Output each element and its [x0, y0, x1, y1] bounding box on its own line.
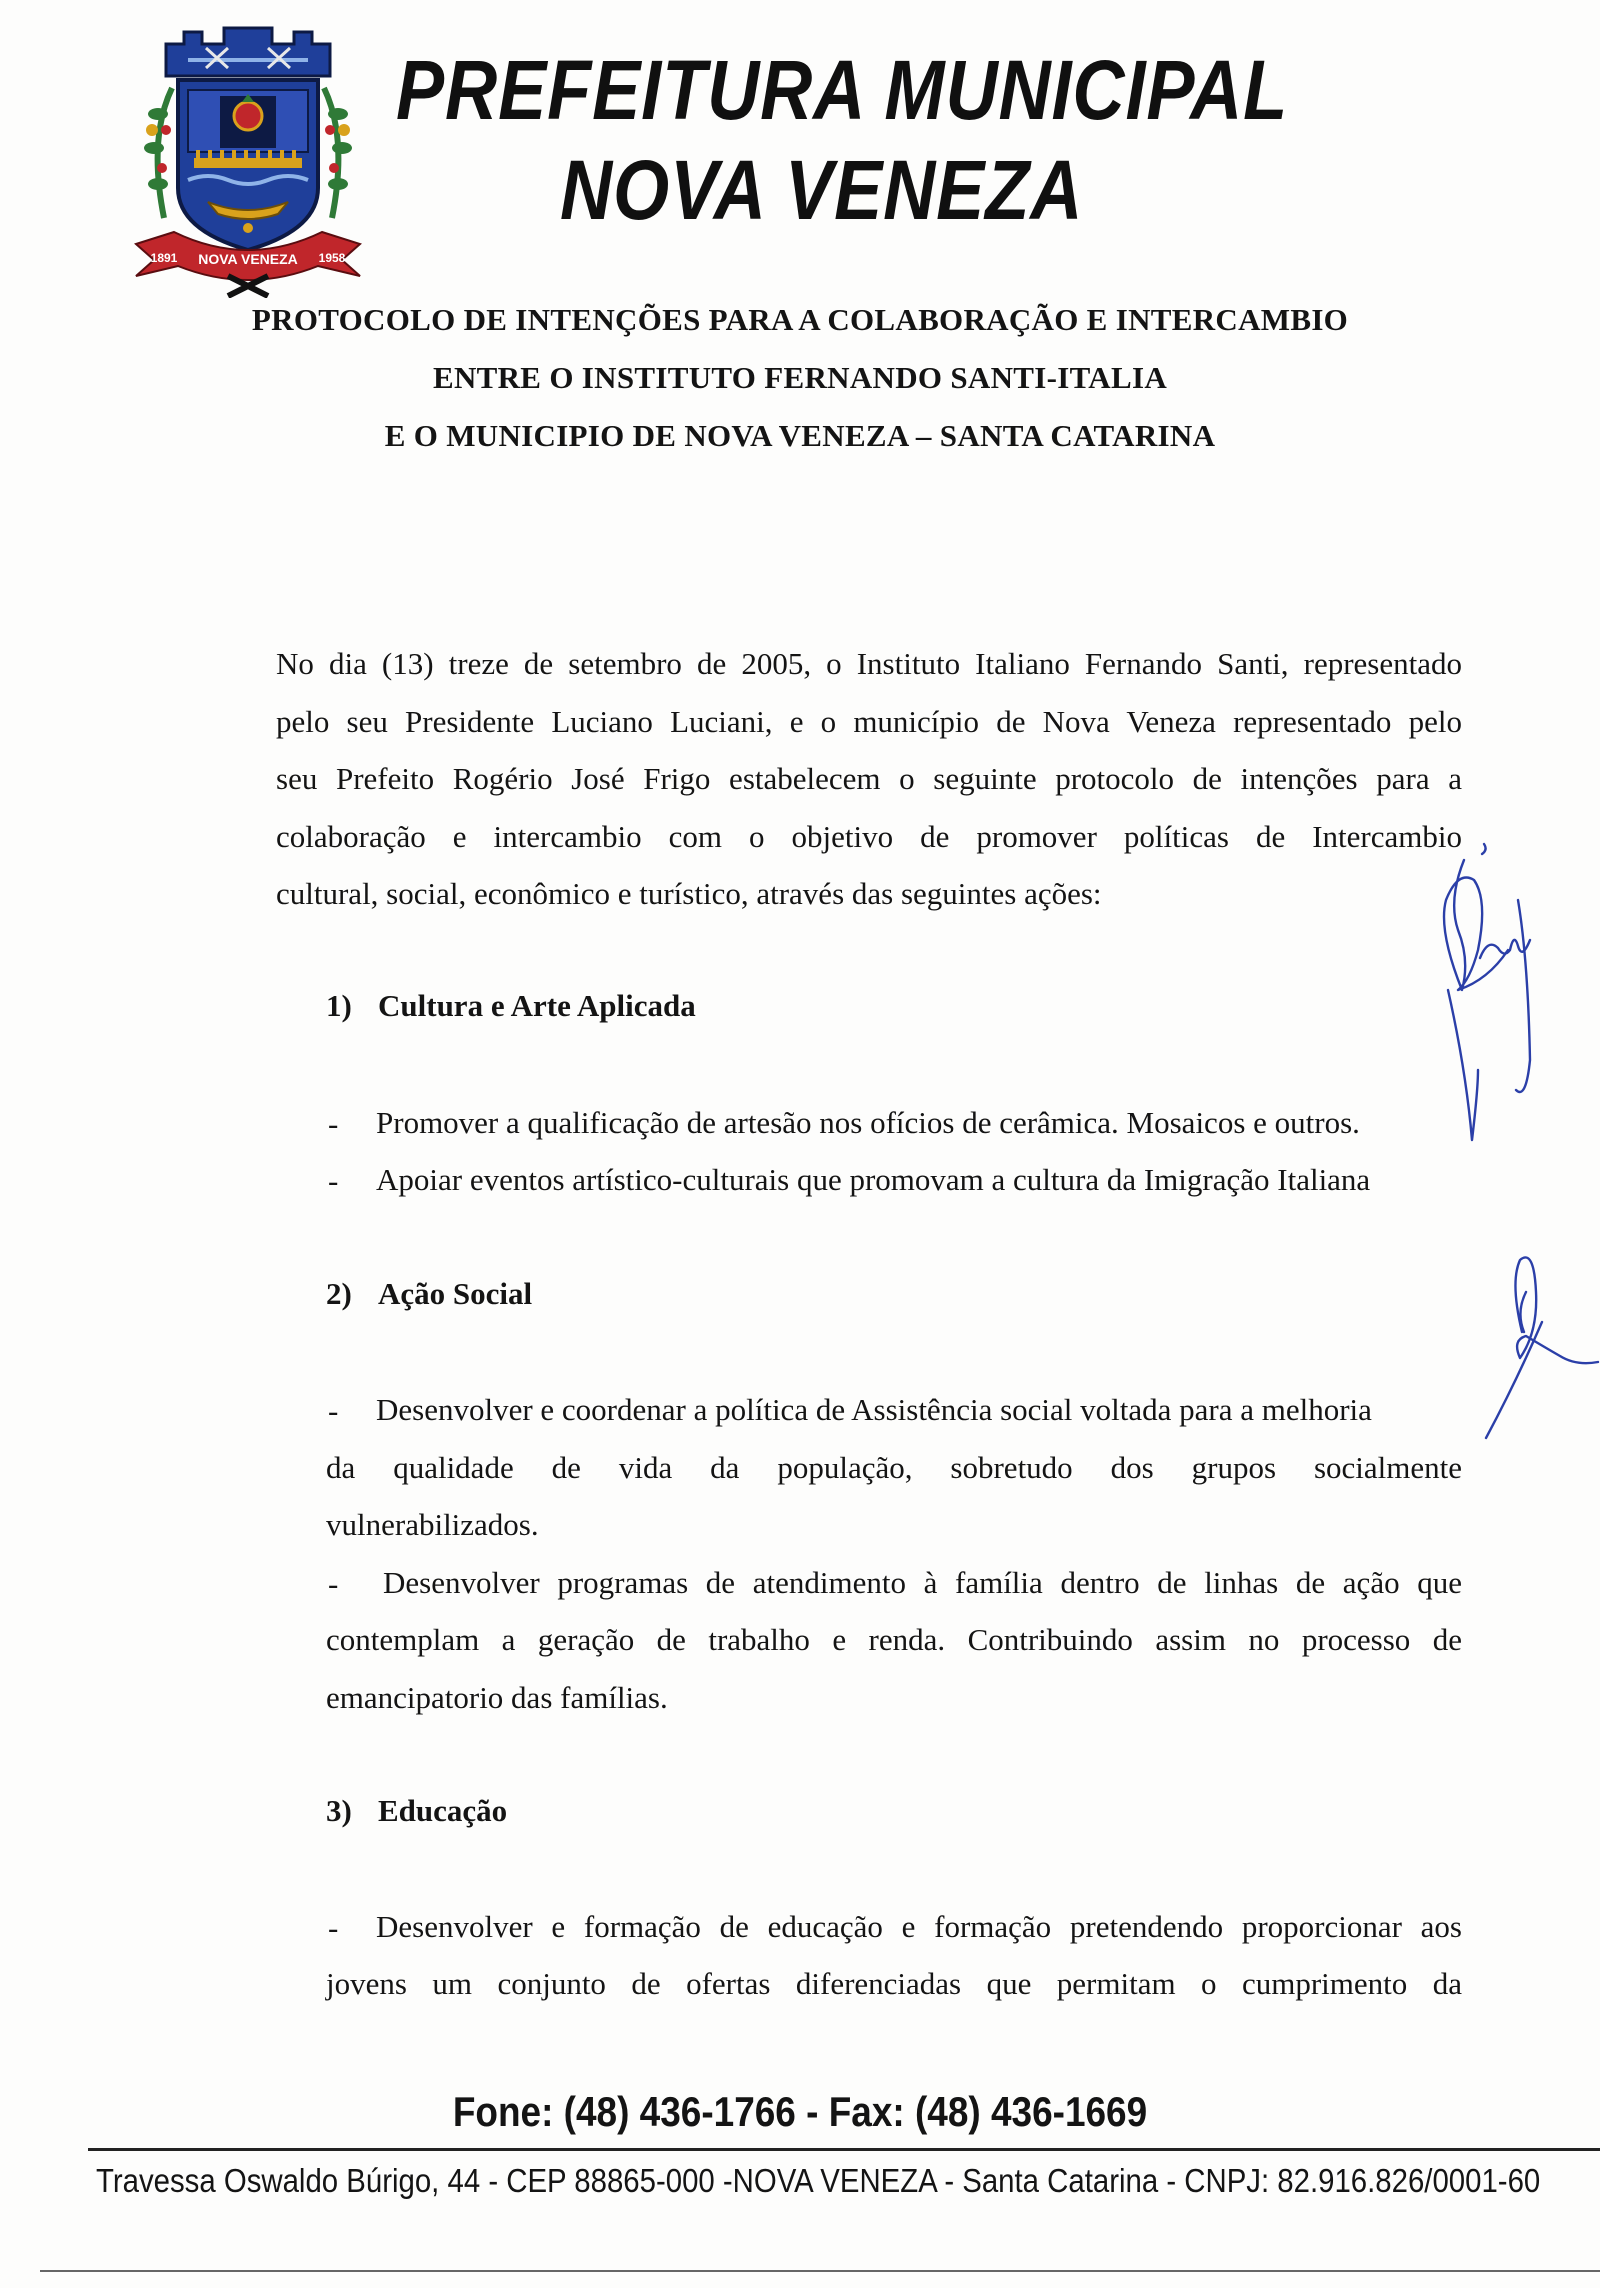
section-number: 2) [326, 1276, 352, 1311]
footer-divider [88, 2148, 1600, 2151]
section-number: 3) [326, 1793, 352, 1828]
bullet-dash: - [328, 1566, 339, 1601]
bullet-text: Desenvolver e coordenar a política de Assistência social voltada para a melhoria [376, 1392, 1372, 1427]
bullet-text: Apoiar eventos artístico-culturais que promovam a cultura da Imigração Italiana [376, 1162, 1371, 1197]
bullet-text: Promover a qualificação de artesão nos ofícios de cerâmica. Mosaicos e outros. [376, 1105, 1360, 1140]
bullet-text: da qualidade de vida da população, sobretudo dos grupos socialmente [326, 1450, 1462, 1485]
bullet-text: jovens um conjunto de ofertas diferenciadas que permitam o cumprimento da [326, 1966, 1462, 2001]
bullet-text: contemplam a geração de trabalho e renda. Contribuindo assim no processo de [326, 1622, 1462, 1657]
bullet-dash: - [328, 1910, 339, 1945]
document-title-line-1: PROTOCOLO DE INTENÇÕES PARA A COLABORAÇÃO E INTERCAMBIO [251, 302, 1349, 337]
bullet-text: vulnerabilizados. [326, 1507, 539, 1542]
brand-title-line-1: PREFEITURA MUNICIPAL [396, 43, 1289, 137]
intro-line: colaboração e intercambio com o objetivo de promover políticas de Intercambio [276, 818, 1462, 854]
section-number: 1) [326, 988, 352, 1023]
intro-paragraph [276, 635, 1462, 923]
section-heading-cultura [326, 988, 696, 1024]
section-title: Ação Social [378, 1276, 533, 1311]
handwritten-signature-2 [1476, 1252, 1600, 1452]
intro-line: No dia (13) treze de setembro de 2005, o Instituto Italiano Fernando Santi, representado [276, 646, 1462, 681]
crest-year-left: 1891 [150, 251, 178, 265]
footer-phone-fax: Fone: (48) 436-1766 - Fax: (48) 436-1669 [452, 2088, 1148, 2135]
document-title-line-3: E O MUNICIPIO DE NOVA VENEZA – SANTA CATARINA [384, 418, 1216, 453]
bullet-dash: - [328, 1106, 339, 1141]
section-heading-educacao [326, 1793, 507, 1829]
bullet-text: Desenvolver e formação de educação e formação pretendendo proporcionar aos [376, 1909, 1462, 1944]
section-title: Cultura e Arte Aplicada [378, 988, 696, 1023]
page-bottom-edge [40, 2270, 1600, 2272]
handwritten-signature-1 [1418, 840, 1558, 1160]
document-title-line-2: ENTRE O INSTITUTO FERNANDO SANTI-ITALIA [432, 360, 1168, 395]
municipal-crest [128, 18, 368, 298]
bullet-text: Desenvolver programas de atendimento à família dentro de linhas de ação que [383, 1565, 1462, 1600]
section-heading-acao-social [326, 1276, 532, 1312]
bullet-dash: - [328, 1393, 339, 1428]
brand-title-line-2: NOVA VENEZA [560, 143, 1084, 237]
intro-line: seu Prefeito Rogério José Frigo estabelecem o seguinte protocolo de intenções para a [276, 761, 1462, 796]
crest-year-right: 1958 [318, 251, 346, 265]
crest-ribbon-text: NOVA VENEZA [198, 251, 298, 267]
footer-address: Travessa Oswaldo Búrigo, 44 - CEP 88865-000 -NOVA VENEZA - Santa Catarina - CNPJ: 82.916.826/0001-60 [96, 2162, 1541, 2199]
intro-line: pelo seu Presidente Luciano Luciani, e o município de Nova Veneza representado pelo [276, 703, 1462, 739]
intro-line: cultural, social, econômico e turístico, através das seguintes ações: [276, 876, 1102, 911]
bullet-text: emancipatorio das famílias. [326, 1680, 668, 1715]
section-title: Educação [378, 1793, 508, 1828]
bullet-dash: - [328, 1163, 339, 1198]
